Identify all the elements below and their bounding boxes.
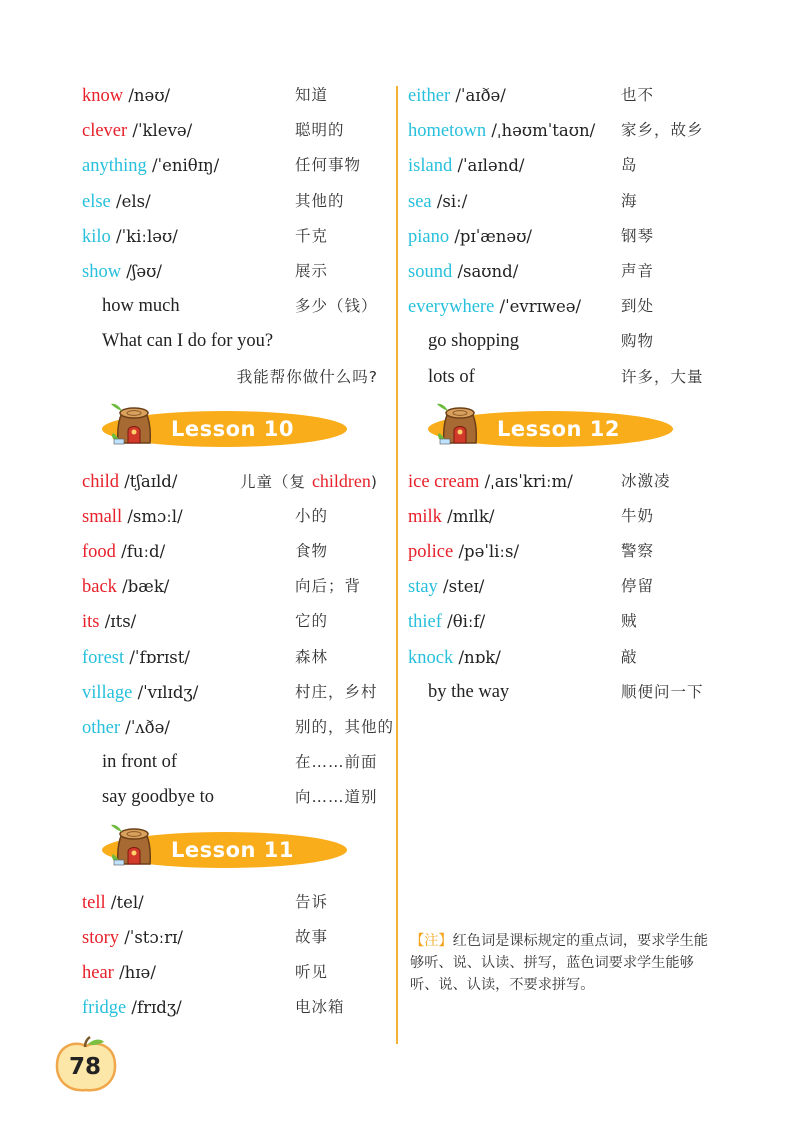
vocab-phonetic: /els/: [110, 191, 151, 211]
lesson-11-header: [82, 816, 384, 885]
vocab-word: small: [82, 506, 123, 527]
vocab-phonetic: /saʊnd/: [452, 261, 519, 281]
vocab-meaning: 也不: [621, 86, 655, 104]
phrase-list: [82, 289, 384, 359]
phrase-meaning: 购物: [621, 332, 655, 351]
vocab-word: other: [82, 718, 121, 738]
tree-stump-house-icon: [436, 399, 484, 445]
phrase-entry: [82, 780, 384, 815]
vocab-entry: [408, 78, 710, 113]
vocab-word: fridge: [82, 998, 127, 1019]
vocab-word: piano: [408, 226, 450, 247]
vocab-entry: [408, 640, 710, 675]
right-column: [408, 78, 710, 710]
phrase-text: in front of: [102, 752, 178, 773]
vocab-entry: [408, 148, 710, 183]
vocab-meaning: 岛: [621, 156, 638, 175]
vocab-meaning: 知道: [295, 86, 329, 104]
lesson-title: Lesson 11: [170, 837, 295, 862]
phrase-entry: [408, 675, 710, 710]
vocab-phonetic: /ˈʌðə/: [120, 718, 170, 737]
vocab-phonetic: /siː/: [431, 191, 468, 211]
tree-stump-house-icon: [110, 399, 158, 445]
phrase-text: by the way: [428, 681, 510, 702]
vocab-meaning: 停留: [621, 577, 655, 596]
vocab-meaning: 别的，其他的: [295, 718, 395, 736]
vocab-word: sea: [408, 191, 432, 212]
vocab-meaning: 电冰箱: [295, 998, 345, 1017]
vocab-entry: [408, 464, 710, 499]
vocab-entry: [82, 604, 384, 639]
vocab-list: [408, 78, 710, 324]
vocab-entry: [82, 464, 384, 499]
vocab-word: hear: [82, 962, 114, 983]
vocab-entry: [82, 675, 384, 710]
vocab-word: tell: [82, 892, 106, 913]
phrase-text: lots of: [428, 366, 475, 387]
vocab-meaning: 告诉: [295, 892, 329, 911]
vocab-meaning: 小的: [295, 506, 329, 525]
vocab-word: village: [82, 682, 133, 703]
vocab-word: back: [82, 577, 117, 598]
vocab-phonetic: /bæk/: [116, 577, 170, 597]
vocab-phonetic: /ˈfɒrɪst/: [124, 647, 190, 667]
vocab-word: milk: [408, 506, 442, 527]
vocab-word: know: [82, 86, 124, 106]
vocab-meaning: 儿童（复 children): [240, 470, 378, 491]
vocab-meaning: 聪明的: [295, 121, 345, 140]
vocab-meaning: 故事: [295, 927, 329, 946]
phrase-list: [408, 324, 710, 394]
vocab-word: kilo: [82, 226, 111, 247]
vocab-word: either: [408, 86, 451, 106]
vocab-entry: [82, 254, 384, 289]
vocab-phonetic: /fuːd/: [115, 542, 166, 562]
phrase-text: What can I do for you?: [102, 331, 274, 352]
phrase-meaning: 向……道别: [295, 788, 378, 807]
vocab-meaning: 其他的: [295, 191, 345, 210]
vocab-word: stay: [408, 577, 438, 598]
vocab-entry: [82, 113, 384, 148]
footnote: [410, 930, 720, 996]
page-number-badge: [52, 1036, 124, 1094]
vocab-entry: [408, 289, 710, 324]
vocab-entry: [82, 990, 384, 1025]
vocab-phonetic: /ˈaɪðə/: [450, 86, 506, 105]
vocab-word: hometown: [408, 121, 487, 142]
vocab-phonetic: /pɪˈænəʊ/: [449, 226, 532, 246]
vocab-list: [82, 78, 384, 289]
vocab-phonetic: /ˌaɪsˈkriːm/: [479, 471, 573, 491]
vocab-phonetic: /ʃəʊ/: [121, 261, 162, 281]
lesson-title: Lesson 12: [496, 416, 621, 441]
vocab-phonetic: /steɪ/: [437, 577, 485, 597]
vocab-entry: [408, 534, 710, 569]
vocab-meaning: 家乡，故乡: [621, 121, 704, 140]
vocab-entry: [82, 184, 384, 219]
vocab-word: sound: [408, 261, 453, 282]
vocab-entry: [82, 710, 395, 745]
vocab-phonetic: /ˈaɪlənd/: [452, 156, 525, 176]
vocab-entry: [408, 499, 710, 534]
vocab-meaning: 声音: [621, 261, 655, 280]
vocab-phonetic: /ˈeniθɪŋ/: [146, 156, 220, 176]
phrase-meaning: 在……前面: [295, 753, 378, 772]
phrase-entry: [82, 289, 384, 324]
phrase-entry: [82, 324, 384, 359]
note-text: 红色词是课标规定的重点词，要求学生能够听、说、认读、拼写，蓝色词要求学生能够听、说、认读，不要求拼写。: [410, 933, 708, 993]
vocab-list: [82, 885, 384, 1026]
vocab-word: thief: [408, 612, 442, 633]
vocab-entry: [82, 78, 384, 113]
vocab-entry: [82, 640, 384, 675]
vocab-phonetic: /θiːf/: [441, 612, 486, 632]
vocab-phonetic: /ɪts/: [99, 612, 137, 632]
vocab-entry: [82, 148, 384, 183]
vocab-meaning: 村庄，乡村: [295, 682, 378, 701]
vocab-word: police: [408, 542, 454, 563]
phrase-meaning: 多少（钱）: [295, 297, 378, 316]
vocab-entry: [82, 534, 384, 569]
note-label: 【注】: [410, 933, 453, 949]
lesson-12-header: [408, 395, 710, 464]
vocab-entry: [82, 219, 384, 254]
left-column: [82, 78, 395, 1025]
vocab-phonetic: /mɪlk/: [441, 506, 495, 526]
column-divider: [396, 86, 398, 1044]
vocab-entry: [82, 499, 384, 534]
vocab-entry: [408, 113, 710, 148]
vocab-word: ice cream: [408, 471, 480, 492]
vocab-entry: [82, 920, 384, 955]
vocab-meaning: 牛奶: [621, 506, 655, 525]
page-number: 78: [68, 1054, 101, 1080]
vocab-phonetic: /tel/: [105, 892, 144, 912]
tree-stump-house-icon: [110, 820, 158, 866]
vocab-meaning: 食物: [295, 542, 329, 561]
vocab-word: food: [82, 542, 116, 563]
vocab-meaning: 贼: [621, 612, 638, 631]
phrase-entry: [82, 745, 384, 780]
vocab-list: [408, 464, 710, 675]
vocab-phonetic: /ˈevrɪweə/: [494, 297, 582, 317]
vocab-word: its: [82, 612, 100, 633]
vocab-phonetic: /smɔːl/: [122, 506, 183, 526]
vocab-meaning: 听见: [295, 962, 329, 981]
vocab-meaning: 它的: [295, 612, 329, 631]
sentence-translation: 我能帮你做什么吗?: [236, 367, 378, 386]
vocab-entry: [408, 569, 710, 604]
vocab-entry: [82, 955, 384, 990]
phrase-text: go shopping: [428, 331, 519, 352]
vocab-word: story: [82, 927, 119, 948]
vocab-list: [82, 464, 395, 746]
vocab-word: island: [408, 156, 453, 177]
vocab-meaning: 冰激凌: [621, 471, 671, 490]
vocab-entry: [408, 254, 710, 289]
vocab-word: forest: [82, 647, 125, 668]
phrase-text: say goodbye to: [102, 787, 215, 808]
vocab-phonetic: /ˈkiːləʊ/: [110, 226, 178, 246]
phrase-entry: [408, 324, 710, 359]
vocab-phonetic: /hɪə/: [113, 962, 156, 982]
vocab-word: else: [82, 191, 111, 212]
vocab-meaning: 展示: [295, 261, 329, 280]
vocab-entry: [82, 569, 384, 604]
phrase-list: [82, 745, 384, 815]
vocab-phonetic: /nɒk/: [453, 647, 501, 667]
vocab-phonetic: /ˈvɪlɪdʒ/: [132, 682, 199, 702]
phrase-meaning: 顺便问一下: [621, 682, 704, 701]
vocab-entry: [408, 184, 710, 219]
vocab-meaning: 千克: [295, 226, 329, 245]
lesson-10-header: [82, 395, 384, 464]
vocab-word: knock: [408, 647, 454, 668]
vocab-meaning: 海: [621, 191, 638, 210]
vocab-word: clever: [82, 121, 128, 142]
vocab-meaning: 森林: [295, 647, 329, 666]
vocab-word: show: [82, 261, 122, 282]
vocab-meaning: 向后；背: [295, 577, 362, 596]
vocab-word: everywhere: [408, 297, 495, 318]
lesson-title: Lesson 10: [170, 416, 295, 441]
vocab-phonetic: /pəˈliːs/: [453, 542, 520, 562]
vocab-phonetic: /ˈklevə/: [127, 121, 193, 141]
phrase-meaning: 许多，大量: [621, 367, 704, 386]
vocab-word: anything: [82, 156, 147, 177]
vocab-phonetic: /frɪdʒ/: [126, 998, 182, 1018]
phrase-text: how much: [102, 296, 180, 317]
vocab-phonetic: /ˈstɔːrɪ/: [119, 927, 183, 947]
vocab-meaning: 任何事物: [295, 156, 362, 175]
vocab-phonetic: /nəʊ/: [123, 86, 171, 105]
phrase-list: [408, 675, 710, 710]
vocab-phonetic: /ˌhəʊmˈtaʊn/: [486, 121, 596, 141]
vocab-meaning: 敲: [621, 647, 638, 666]
vocab-word: child: [82, 471, 119, 492]
vocab-phonetic: /tʃaɪld/: [119, 471, 178, 491]
vocab-meaning: 警察: [621, 542, 655, 561]
vocab-meaning: 到处: [621, 297, 655, 316]
phrase-entry: [408, 360, 710, 395]
vocab-meaning: 钢琴: [621, 226, 655, 245]
vocab-entry: [408, 219, 710, 254]
vocab-entry: [408, 604, 710, 639]
vocab-entry: [82, 885, 384, 920]
